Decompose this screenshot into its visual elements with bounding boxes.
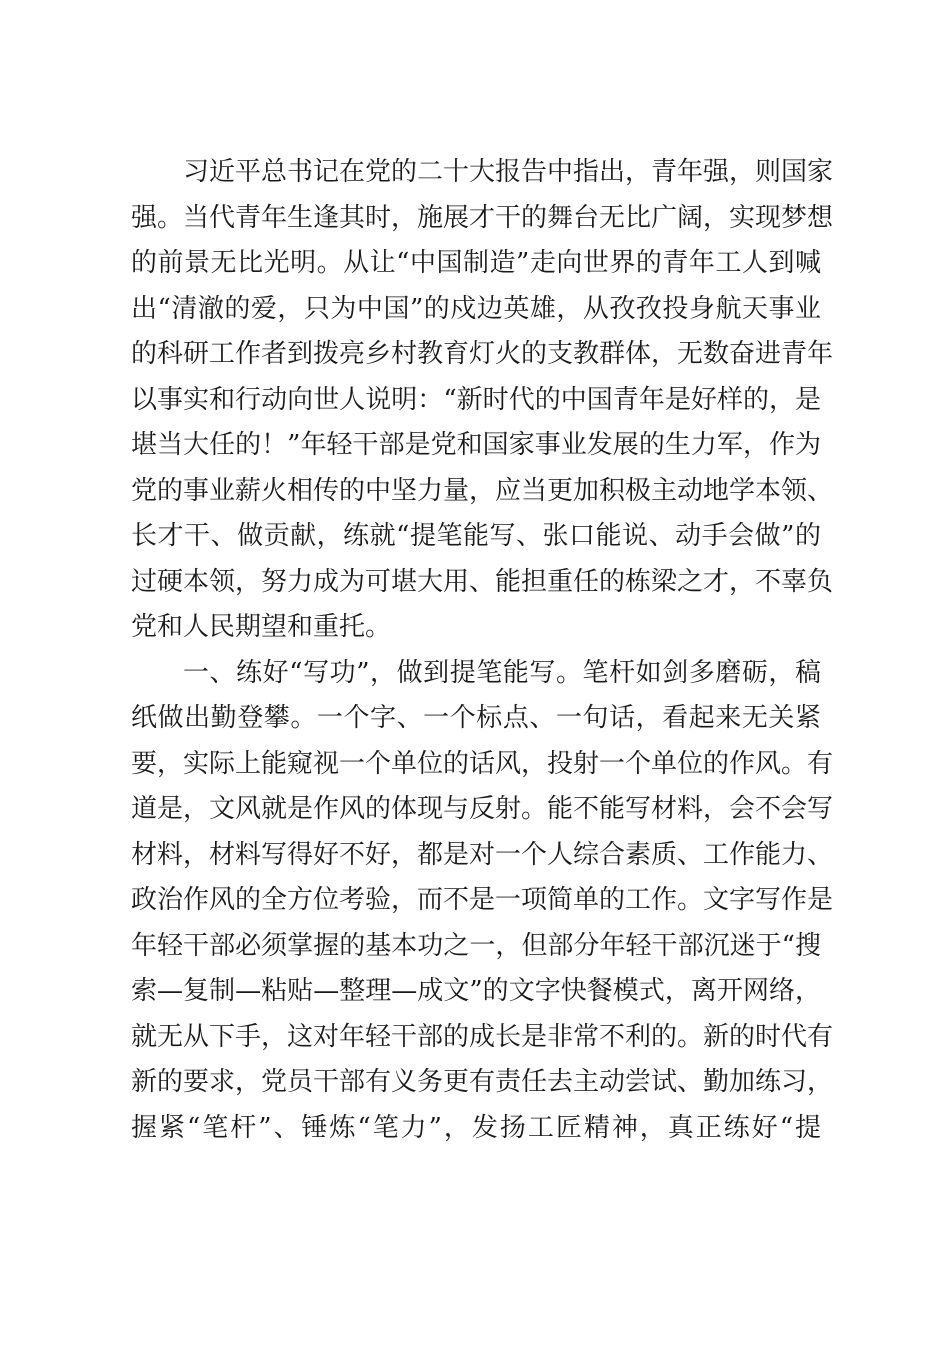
text-line: 过硬本领，努力成为可堪大用、能担重任的栋梁之才，不辜负 bbox=[131, 566, 834, 597]
text-line: 新的要求，党员干部有义务更有责任去主动尝试、勤加练习， bbox=[131, 1067, 834, 1097]
text-line: 的科研工作者到拨亮乡村教育灯火的支教群体，无数奋进青年 bbox=[131, 339, 834, 369]
text-line: 年轻干部必须掌握的基本功之一，但部分年轻干部沉迷于“搜 bbox=[131, 930, 821, 961]
text-line: 长才干、做贡献，练就“提笔能写、张口能说、动手会做”的 bbox=[131, 521, 821, 551]
text-line: 出“清澈的爱，只为中国”的戍边英雄，从孜孜投身航天事业 bbox=[131, 293, 821, 324]
text-line: 纸做出勤登攀。一个字、一个标点、一句话，看起来无关紧 bbox=[131, 703, 821, 733]
paragraph-section-one bbox=[131, 651, 834, 1152]
paragraph-intro bbox=[131, 150, 834, 651]
text-line: 道是，文风就是作风的体现与反射。能不能写材料，会不会写 bbox=[131, 794, 834, 824]
body-text bbox=[131, 150, 834, 1151]
text-line: 堪当大任的！”年轻干部是党和国家事业发展的生力军，作为 bbox=[131, 430, 821, 460]
text-line: 索—复制—粘贴—整理—成文”的文字快餐模式，离开网络， bbox=[131, 976, 821, 1006]
section-heading-line: 一、练好“写功”，做到提笔能写。笔杆如剑多磨砺，稿 bbox=[183, 657, 821, 688]
text-line: 材料，材料写得好不好，都是对一个人综合素质、工作能力、 bbox=[131, 839, 834, 870]
text-line: 要，实际上能窥视一个单位的话风，投射一个单位的作风。有 bbox=[131, 748, 834, 779]
text-line: 就无从下手，这对年轻干部的成长是非常不利的。新的时代有 bbox=[131, 1021, 834, 1052]
text-line: 握紧“笔杆”、锤炼“笔力”，发扬工匠精神，真正练好“提 bbox=[131, 1112, 821, 1143]
text-line: 以事实和行动向世人说明：“新时代的中国青年是好样的，是 bbox=[131, 384, 821, 415]
text-line: 的前景无比光明。从让“中国制造”走向世界的青年工人到喊 bbox=[131, 248, 821, 278]
text-line: 强。当代青年生逢其时，施展才干的舞台无比广阔，实现梦想 bbox=[131, 202, 834, 233]
text-line: 党的事业薪火相传的中坚力量，应当更加积极主动地学本领、 bbox=[131, 475, 834, 506]
text-line: 政治作风的全方位考验，而不是一项简单的工作。文字写作是 bbox=[131, 885, 834, 915]
text-line: 党和人民期望和重托。 bbox=[131, 612, 392, 642]
text-line: 习近平总书记在党的二十大报告中指出，青年强，则国家 bbox=[183, 157, 834, 187]
